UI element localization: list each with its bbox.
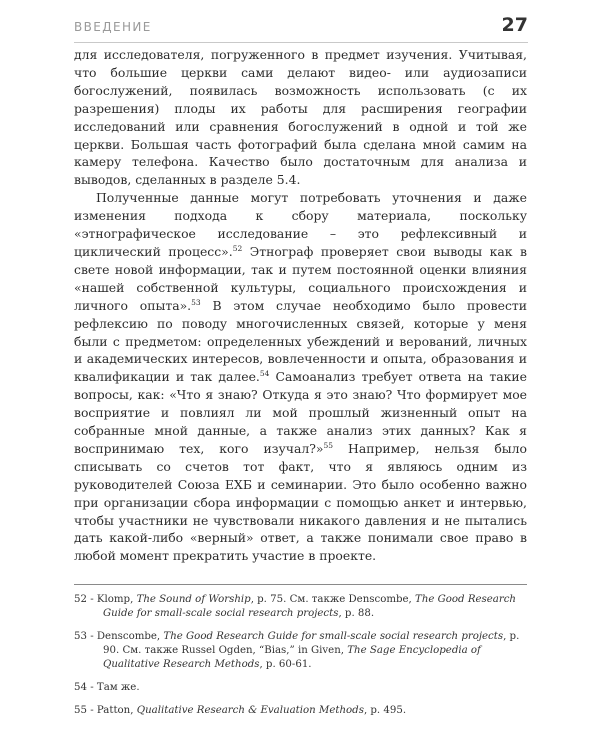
footnote-text: Patton, — [93, 705, 137, 716]
footnote-54 — [74, 681, 527, 695]
footnote-text: Там же. — [93, 682, 140, 693]
footnote-text: Klomp, — [93, 594, 137, 605]
footnote-text: , p. 60-61. — [259, 659, 312, 670]
footnote-text: Denscombe, — [93, 631, 164, 642]
footnote-title: The Good Research Guide for small-scale social research projects — [103, 594, 516, 619]
footnote-title: The Good Research Guide for small-scale social research projects — [163, 631, 504, 642]
paragraph-2-part-c: В этом случае необходимо было провести рефлексию по поводу многочисленных связей, которые у меня были с предметом: определенных убеждений и верований, личных и академических интересов, вовлеченности и опыта, образования и квалификации и так далее. — [74, 297, 527, 385]
paragraph-2-part-a: Полученные данные могут потребовать уточнения и даже изменения подхода к сбору материала, поскольку «этнографическое исследование – это рефлексивный и циклический процесс». — [74, 190, 527, 259]
footnote-number: 55 - — [74, 705, 94, 716]
paragraph-2-part-e: Например, нельзя было списывать со счетов тот факт, что я являюсь одним из руководителей Союза ЕХБ и семинарии. Это было особенно важно при организации сбора информации с помощью анкет и интервью, чтобы участники не чувствовали никакого давления и не пытались дать какой-либо «верный» ответ, а также понимали свое право в любой момент прекратить участие в проекте. — [74, 440, 527, 564]
footnote-title: Qualitative Research & Evaluation Methods — [136, 705, 364, 716]
running-head: ВВЕДЕНИЕ — [74, 20, 152, 34]
paragraph-2-part-b: Этнограф проверяет свои выводы как в свете новой информации, так и путем постоянной оценки влияния «нашей собственной культуры, социального происхождения и личного опыта». — [74, 243, 527, 313]
footnote-text: , p. 88. — [338, 608, 375, 619]
footnote-number: 54 - — [74, 682, 94, 693]
footnote-text: , p. 75. См. также Denscombe, — [250, 594, 416, 605]
footnote-ref-55: 55 — [323, 440, 334, 450]
footnote-53 — [74, 630, 527, 672]
footnote-text: , p. 90. См. также Russel Ogden, “Bias,” in Given, — [103, 631, 520, 656]
paragraph-2-part-d: Самоанализ требует ответа на такие вопросы, как: «Что я знаю? Откуда я это знаю? Что формирует мое восприятие и повлиял ли мой прошлый жизненный опыт на собранные мной данные, а также анализ этих данных? Как я воспринимаю тех, кого изучал?» — [74, 369, 527, 456]
footnotes — [74, 593, 527, 727]
footnote-number: 53 - — [74, 631, 94, 642]
paragraph-1: для исследователя, погруженного в предмет изучения. Учитывая, что большие церкви сами делают видео- или аудиозаписи богослужений, появилась возможность использовать (с их разрешения) плоды их работы для расширения географии исследований или сравнения богослужений в одной и той же церкви. Большая часть фотографий была сделана мной самим на камеру телефона. Качество было достаточным для анализа и выводов, сделанных в разделе 5.4. — [74, 47, 527, 188]
main-text — [74, 46, 527, 565]
footnote-52 — [74, 593, 527, 621]
page-header — [74, 14, 528, 43]
footnote-divider — [74, 584, 527, 585]
footnote-text: , p. 495. — [363, 705, 407, 716]
footnote-title: The Sage Encyclopedia of Qualitative Research Methods — [103, 645, 481, 670]
paragraph-2 — [74, 189, 527, 565]
page-number: 27 — [501, 14, 528, 36]
footnote-title: The Sound of Worship — [136, 594, 251, 605]
footnote-ref-52: 52 — [232, 243, 243, 253]
footnote-ref-54: 54 — [259, 369, 270, 379]
footnote-number: 52 - — [74, 594, 94, 605]
footnote-55 — [74, 704, 527, 718]
footnote-ref-53: 53 — [191, 297, 201, 307]
